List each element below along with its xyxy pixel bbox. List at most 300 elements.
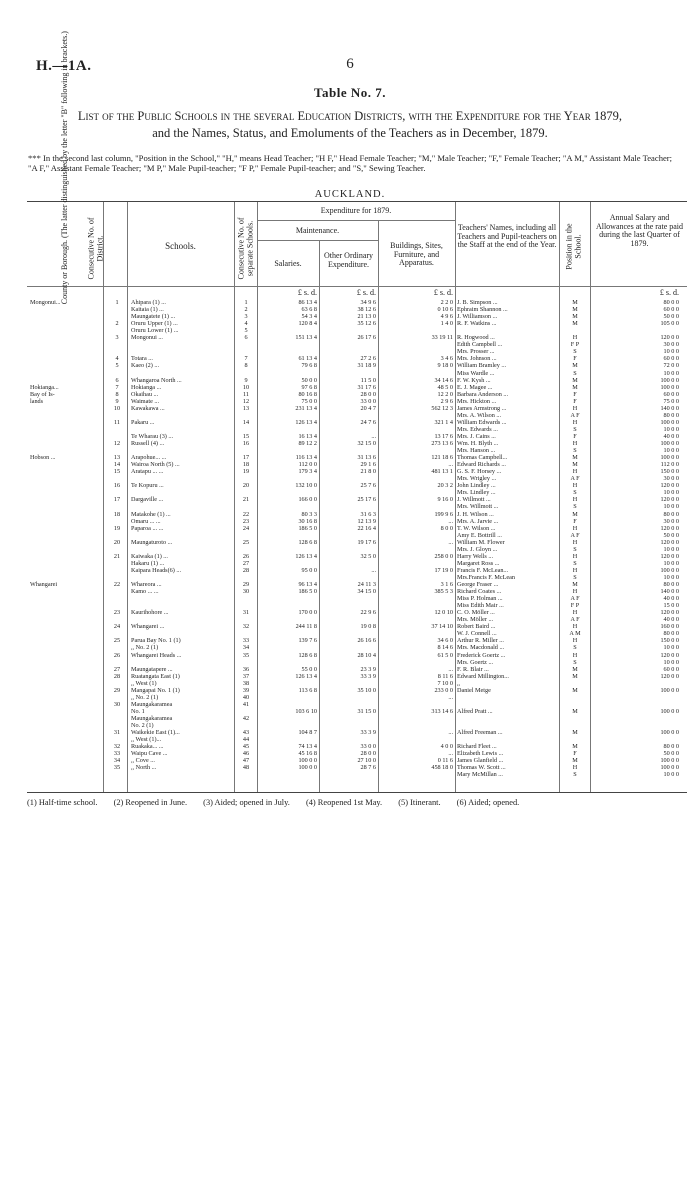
cell-sno: 31 <box>242 609 250 617</box>
cell-pos: S <box>573 573 577 581</box>
cell-pos: M <box>572 672 578 680</box>
cell-sal: 120 8 4 <box>298 320 317 328</box>
table-row <box>27 595 687 602</box>
cell-school: Te Wharau (3) ... <box>131 432 174 440</box>
table-row <box>27 391 687 398</box>
cell-bld: ... <box>448 693 453 701</box>
cell-ann: 100 0 0 <box>660 440 679 447</box>
cell-bld: 8 11 6 <box>437 672 453 680</box>
cell-pos: H <box>572 651 578 659</box>
table-row <box>27 489 687 496</box>
cell-pos: S <box>573 771 577 779</box>
cell-pos: M <box>572 665 578 673</box>
cell-sal: 113 6 8 <box>298 686 317 694</box>
cell-sno: 29 <box>242 581 250 588</box>
cell-ann: 120 0 0 <box>660 651 679 659</box>
cell-dist: 20 <box>113 538 121 546</box>
cell-pos: M <box>572 306 578 314</box>
cell-dist: 7 <box>115 383 119 391</box>
cell-dist: 19 <box>113 524 121 532</box>
cell-sal: 100 0 0 <box>298 764 317 772</box>
cell-dist: 3 <box>115 334 119 342</box>
cell-bld: ... <box>448 461 453 469</box>
cell-pos: H <box>572 637 578 645</box>
cell-school: ,, Cove ... <box>131 757 155 765</box>
cell-pos: S <box>573 447 577 455</box>
cell-dist: 21 <box>113 552 121 560</box>
cell-sno: 20 <box>242 482 250 490</box>
cell-pos: S <box>573 348 577 356</box>
cell-teacher: Miss Edith Mair ... <box>457 602 504 610</box>
table-row <box>27 362 687 369</box>
table-row <box>27 419 687 426</box>
cell-dist: 2 <box>115 320 119 328</box>
table-row <box>27 687 687 694</box>
cell-pos: M <box>572 313 578 321</box>
table-row <box>27 433 687 440</box>
cell-teacher: Richard Coates ... <box>457 588 502 596</box>
cell-teacher: Mrs. Edwards ... <box>457 425 498 433</box>
cell-ann: 72 0 0 <box>663 362 679 370</box>
cell-ann: 100 0 0 <box>660 454 679 462</box>
cell-ann: 100 0 0 <box>660 707 679 715</box>
cell-sno: 38 <box>242 679 250 687</box>
cell-pos: M <box>572 757 578 765</box>
cell-teacher: Amy E. Bottrill ... <box>457 531 502 539</box>
cell-sno: 17 <box>242 454 250 462</box>
cell-oth: 33 0 0 <box>360 397 376 405</box>
cell-school: Maungatapere ... <box>131 665 173 673</box>
cell-sno: 16 <box>242 440 250 447</box>
cell-oth: 12 13 9 <box>357 517 376 525</box>
cell-ann: 80 0 0 <box>663 743 679 751</box>
cell-oth: 31 17 6 <box>357 383 376 391</box>
cell-pos: M <box>572 454 578 462</box>
cell-county: Mongonui... <box>30 299 61 306</box>
table-row <box>27 708 687 715</box>
cell-teacher: Mrs. A. Wilson ... <box>457 411 501 419</box>
cell-sno: 27 <box>242 559 250 567</box>
cell-bld: 233 0 0 <box>434 686 453 694</box>
cell-school: Maungakaramea <box>131 700 173 708</box>
footnote: (3) Aided; opened in July. <box>203 798 290 807</box>
cell-pos: H <box>572 588 578 596</box>
cell-sno: 4 <box>244 320 248 328</box>
cell-sno: 25 <box>242 538 250 546</box>
cell-bld: 4 0 0 <box>440 743 453 751</box>
cell-dist: 26 <box>113 651 121 659</box>
cell-teacher: Mrs. Wrigley ... <box>457 475 497 483</box>
cell-dist: 12 <box>113 440 121 447</box>
cell-teacher: R. F. Watkins ... <box>457 320 497 328</box>
cell-dist: 9 <box>115 397 119 405</box>
cell-ann: 150 0 0 <box>660 637 679 645</box>
cell-sal: 55 0 0 <box>301 665 317 673</box>
cell-teacher: F. R. Blair ... <box>457 665 489 673</box>
table-row <box>27 461 687 468</box>
footnote: (1) Half-time school. <box>27 798 98 807</box>
cell-sno: 9 <box>244 376 248 384</box>
cell-ann: 105 0 0 <box>660 320 679 328</box>
cell-bld: 0 11 6 <box>437 757 453 765</box>
cell-ann: 50 0 0 <box>663 313 679 321</box>
col-header-expenditure: Expenditure for 1879. <box>320 206 392 215</box>
cell-sal: 75 0 0 <box>301 397 317 405</box>
cell-bld: 12 2 0 <box>437 390 453 398</box>
cell-oth: 27 10 0 <box>357 757 376 765</box>
cell-bld: 34 14 6 <box>434 376 453 384</box>
cell-ann: 40 0 0 <box>663 432 679 440</box>
table-row <box>27 496 687 503</box>
cell-sno: 46 <box>242 750 250 758</box>
cell-ann: 120 0 0 <box>660 552 679 560</box>
cell-ann: 60 0 0 <box>663 665 679 673</box>
cell-pos: M <box>572 510 578 518</box>
cell-sno: 40 <box>242 693 250 701</box>
cell-teacher: J. Willmott ... <box>457 496 491 504</box>
table-row <box>27 320 687 327</box>
cell-bld: 9 16 0 <box>437 496 453 504</box>
cell-sno: 34 <box>242 644 250 652</box>
cell-teacher: Richard Fleet ... <box>457 743 497 751</box>
cell-pos: F <box>573 517 577 525</box>
cell-ann: 60 0 0 <box>663 390 679 398</box>
cell-bld: ... <box>448 517 453 525</box>
col-header-district-no: Consecutive No. of District. <box>86 217 104 280</box>
cell-teacher: R. Hogwood ... <box>457 334 495 342</box>
cell-ann: 10 0 0 <box>663 573 679 581</box>
cell-oth: 19 0 8 <box>360 623 376 631</box>
table-row <box>27 377 687 384</box>
cell-sno: 28 <box>242 566 250 574</box>
cell-sal: 151 13 4 <box>295 334 317 342</box>
cell-school: Oruru Upper (1) ... <box>131 320 178 328</box>
cell-ann: 50 0 0 <box>663 750 679 758</box>
lsd-annual: £ s. d. <box>659 288 679 297</box>
table-row <box>27 750 687 757</box>
cell-sno: 21 <box>242 496 250 504</box>
cell-oth: 34 15 0 <box>357 588 376 596</box>
cell-sal: 80 3 3 <box>301 510 317 518</box>
cell-school: Maungatete (1) ... <box>131 313 176 321</box>
table-row <box>27 299 687 306</box>
cell-teacher: F. W. Kysh ... <box>457 376 491 384</box>
cell-bld: 258 0 0 <box>434 552 453 560</box>
cell-pos: M <box>572 299 578 306</box>
cell-pos: A F <box>570 595 580 603</box>
cell-school: Omaru ... ... <box>131 517 161 525</box>
cell-sno: 48 <box>242 764 250 772</box>
cell-bld: 458 18 0 <box>431 764 453 772</box>
cell-bld: 8 14 6 <box>437 644 453 652</box>
cell-ann: 10 0 0 <box>663 348 679 356</box>
cell-ann: 10 0 0 <box>663 447 679 455</box>
table-row <box>27 355 687 362</box>
cell-teacher: J. Williamson ... <box>457 313 498 321</box>
cell-teacher: Mrs. Goertz ... <box>457 658 494 666</box>
cell-pos: H <box>572 566 578 574</box>
section-code: H.—1A. <box>36 58 92 74</box>
cell-sal: 126 13 4 <box>295 552 317 560</box>
cell-pos: S <box>573 545 577 553</box>
cell-school: Kaeo (2) ... <box>131 362 160 370</box>
cell-bld: ... <box>448 729 453 737</box>
cell-sal: 16 13 4 <box>298 432 317 440</box>
table-row <box>27 553 687 560</box>
cell-ann: 80 0 0 <box>663 299 679 306</box>
cell-teacher: Mrs. A. Jarvie ... <box>457 517 499 525</box>
table-row <box>27 348 687 355</box>
cell-dist: 35 <box>113 764 121 772</box>
table-row <box>27 588 687 595</box>
cell-ann: 10 0 0 <box>663 503 679 511</box>
header-rule <box>257 220 455 221</box>
col-header-county: County or Borough. (The latter distinguished by the letter "B" following in brackets.) <box>59 31 69 305</box>
cell-sal: 103 6 10 <box>295 707 317 715</box>
cell-ann: 10 0 0 <box>663 771 679 779</box>
footnote: (4) Reopened 1st May. <box>305 798 383 807</box>
cell-teacher: James Armstrong ... <box>457 404 507 412</box>
cell-ann: 100 0 0 <box>660 757 679 765</box>
table-row <box>27 652 687 659</box>
cell-dist: 23 <box>113 609 121 617</box>
cell-oth: 19 17 6 <box>357 538 376 546</box>
cell-teacher: William Edwards ... <box>457 418 507 426</box>
cell-school: Kaurihohore ... <box>131 609 169 617</box>
cell-oth: 32 5 0 <box>360 552 376 560</box>
cell-ann: 150 0 0 <box>660 468 679 476</box>
cell-dist: 15 <box>113 468 121 476</box>
cell-ann: 60 0 0 <box>663 306 679 314</box>
cell-ann: 120 0 0 <box>660 496 679 504</box>
cell-pos: H <box>572 764 578 772</box>
cell-teacher: Mrs. J. Gloyn ... <box>457 545 498 553</box>
cell-school: Paparoa ... ... <box>131 524 164 532</box>
cell-teacher: Mrs.Francis F. McLean <box>457 573 515 581</box>
cell-ann: 120 0 0 <box>660 672 679 680</box>
cell-teacher: Arthur R. Miller ... <box>457 637 504 645</box>
cell-pos: A F <box>570 475 580 483</box>
cell-oth: 20 4 7 <box>360 404 376 412</box>
cell-sal: 95 0 0 <box>301 566 317 574</box>
cell-ann: 60 0 0 <box>663 355 679 363</box>
cell-bld: 9 18 0 <box>437 362 453 370</box>
cell-dist: 30 <box>113 700 121 708</box>
cell-sno: 1 <box>244 299 248 306</box>
cell-dist: 34 <box>113 757 121 765</box>
cell-county: Whangarei <box>30 581 58 588</box>
cell-oth: 26 17 6 <box>357 334 376 342</box>
cell-ann: 160 0 0 <box>660 623 679 631</box>
cell-pos: F <box>573 355 577 363</box>
cell-ann: 10 0 0 <box>663 559 679 567</box>
cell-school: Parua Bay No. 1 (1) <box>131 637 181 645</box>
cell-sno: 30 <box>242 588 250 596</box>
cell-oth: 21 13 0 <box>357 313 376 321</box>
cell-ann: 80 0 0 <box>663 510 679 518</box>
cell-school: Waimate ... <box>131 397 160 405</box>
lsd-buildings: £ s. d. <box>433 288 453 297</box>
cell-teacher: Miss Wardle ... <box>457 369 495 377</box>
table-row <box>27 715 687 722</box>
cell-school: Maungaturoto ... <box>131 538 173 546</box>
cell-school: Oruru Lower (1) ... <box>131 327 179 335</box>
position-key-note: *** In the second last column, "Position in the School," "H," means Head Teacher; "H F," Head Female Teacher; "M," Male Teacher; "F," Female Teacher; "A M," Assistant Male Teacher; "A F," Assistant Female Teacher; "M P," Male Pupil-teacher; "F P," Female Pupil-teacher; and "S," Sewing Teacher. <box>28 153 673 173</box>
table-row <box>27 454 687 461</box>
cell-sno: 23 <box>242 517 250 525</box>
table-row <box>27 644 687 651</box>
cell-oth: 24 11 3 <box>357 581 376 588</box>
cell-oth: 11 5 0 <box>360 376 376 384</box>
cell-sno: 5 <box>244 327 248 335</box>
cell-dist: 25 <box>113 637 121 645</box>
table-row <box>27 511 687 518</box>
cell-dist: 14 <box>113 461 121 469</box>
cell-oth: 25 7 6 <box>360 482 376 490</box>
cell-pos: F <box>573 397 577 405</box>
cell-dist: 24 <box>113 623 121 631</box>
cell-pos: H <box>572 538 578 546</box>
cell-teacher: Mrs. J. Cains ... <box>457 432 496 440</box>
cell-teacher: Mrs. Johnson ... <box>457 355 497 363</box>
cell-sno: 26 <box>242 552 250 560</box>
table-row <box>27 525 687 532</box>
cell-sal: 96 13 4 <box>298 581 317 588</box>
district-heading: AUCKLAND. <box>314 189 386 200</box>
cell-sno: 18 <box>242 461 250 469</box>
cell-school: ,, North ... <box>131 764 157 772</box>
cell-school: Whareora ... <box>131 581 162 588</box>
table-row <box>27 560 687 567</box>
cell-oth: 28 0 0 <box>360 390 376 398</box>
cell-sal: 186 5 0 <box>298 524 317 532</box>
cell-pos: H <box>572 524 578 532</box>
cell-county: lands <box>30 397 44 405</box>
col-header-teachers: Teachers' Names, including all Teachers and Pupil-teachers on the Staff at the end of the Year. <box>457 223 557 249</box>
cell-teacher: Robert Baird ... <box>457 623 496 631</box>
cell-sno: 8 <box>244 362 248 370</box>
cell-bld: ... <box>448 538 453 546</box>
cell-oth: 27 2 6 <box>360 355 376 363</box>
cell-oth: 28 0 0 <box>360 750 376 758</box>
table-row <box>27 630 687 637</box>
cell-bld: 20 3 2 <box>437 482 453 490</box>
cell-school: Wairoa North (5) ... <box>131 461 180 469</box>
cell-bld: 3 4 6 <box>440 355 453 363</box>
cell-pos: H <box>572 482 578 490</box>
cell-pos: H <box>572 334 578 342</box>
cell-bld: 2 9 6 <box>440 397 453 405</box>
cell-ann: 120 0 0 <box>660 609 679 617</box>
list-title-line-1: List of the Public Schools in the several Education Districts, with the Expenditure for the Year 1879, <box>77 109 623 123</box>
cell-school: Arapohue... ... <box>131 454 167 462</box>
cell-bld: 121 18 6 <box>431 454 453 462</box>
cell-school: Kawakawa ... <box>131 404 165 412</box>
cell-dist: 8 <box>115 390 119 398</box>
cell-bld: 37 14 10 <box>431 623 453 631</box>
cell-pos: S <box>573 559 577 567</box>
cell-sal: 30 16 8 <box>298 517 317 525</box>
header-rule <box>27 286 687 287</box>
table-row <box>27 771 687 778</box>
col-header-other: Other Ordinary Expenditure. <box>323 251 374 269</box>
table-row <box>27 518 687 525</box>
cell-sal: 170 0 0 <box>298 609 317 617</box>
cell-school: Ruatangata East (1) <box>131 672 180 680</box>
cell-oth: 25 17 6 <box>357 496 376 504</box>
table-row <box>27 609 687 616</box>
cell-sal: 186 5 0 <box>298 588 317 596</box>
cell-pos: S <box>573 644 577 652</box>
cell-teacher: John Lindley ... <box>457 482 496 490</box>
table-row <box>27 398 687 405</box>
cell-oth: 34 9 6 <box>360 299 376 306</box>
cell-sal: 74 13 4 <box>298 743 317 751</box>
lsd-salaries: £ s. d. <box>297 288 317 297</box>
table-row <box>27 673 687 680</box>
cell-ann: 30 0 0 <box>663 341 679 349</box>
cell-teacher: Margaret Ross ... <box>457 559 500 567</box>
cell-teacher: Frederick Goertz ... <box>457 651 506 659</box>
cell-sno: 10 <box>242 383 250 391</box>
cell-bld: 8 0 0 <box>440 524 453 532</box>
table-row <box>27 482 687 489</box>
cell-sno: 13 <box>242 404 250 412</box>
table-row <box>27 468 687 475</box>
cell-oth: 22 16 4 <box>357 524 376 532</box>
cell-bld: 273 13 6 <box>431 440 453 447</box>
cell-school: Hakaru (1) ... <box>131 559 165 567</box>
cell-oth: 31 13 6 <box>357 454 376 462</box>
cell-pos: M <box>572 581 578 588</box>
cell-bld: 385 5 3 <box>434 588 453 596</box>
cell-bld: ... <box>448 750 453 758</box>
cell-sal: 116 13 4 <box>295 454 317 462</box>
cell-pos: M <box>572 686 578 694</box>
cell-sal: 132 10 0 <box>295 482 317 490</box>
cell-school: ,, West (1) <box>131 679 157 687</box>
cell-oth: ... <box>371 566 376 574</box>
cell-school: No. 1 <box>131 707 145 715</box>
cell-dist: 28 <box>113 672 121 680</box>
col-header-schools: Schools. <box>165 241 196 251</box>
cell-pos: S <box>573 503 577 511</box>
cell-oth: 33 3 9 <box>360 729 376 737</box>
cell-teacher: Mrs. Lindley ... <box>457 489 496 497</box>
cell-teacher: George Fraser ... <box>457 581 499 588</box>
table-row <box>27 659 687 666</box>
cell-dist: 17 <box>113 496 121 504</box>
cell-ann: 10 0 0 <box>663 545 679 553</box>
cell-sal: 50 0 0 <box>301 376 317 384</box>
cell-sal: 104 8 7 <box>298 729 317 737</box>
cell-teacher: Mary McMillan ... <box>457 771 503 779</box>
table-row <box>27 616 687 623</box>
cell-ann: 10 0 0 <box>663 425 679 433</box>
col-header-school-no: Consecutive No. of separate Schools. <box>236 217 254 280</box>
cell-pos: F <box>573 390 577 398</box>
table-row <box>27 680 687 687</box>
cell-bld: 3 1 6 <box>440 581 453 588</box>
cell-teacher: T. W. Wilson ... <box>457 524 496 532</box>
cell-sno: 36 <box>242 665 250 673</box>
cell-ann: 40 0 0 <box>663 595 679 603</box>
cell-sno: 15 <box>242 432 250 440</box>
cell-county: Hokianga... <box>30 383 59 391</box>
cell-sal: 63 6 8 <box>301 306 317 314</box>
footnote: (6) Aided; opened. <box>456 798 520 807</box>
cell-ann: 120 0 0 <box>660 482 679 490</box>
